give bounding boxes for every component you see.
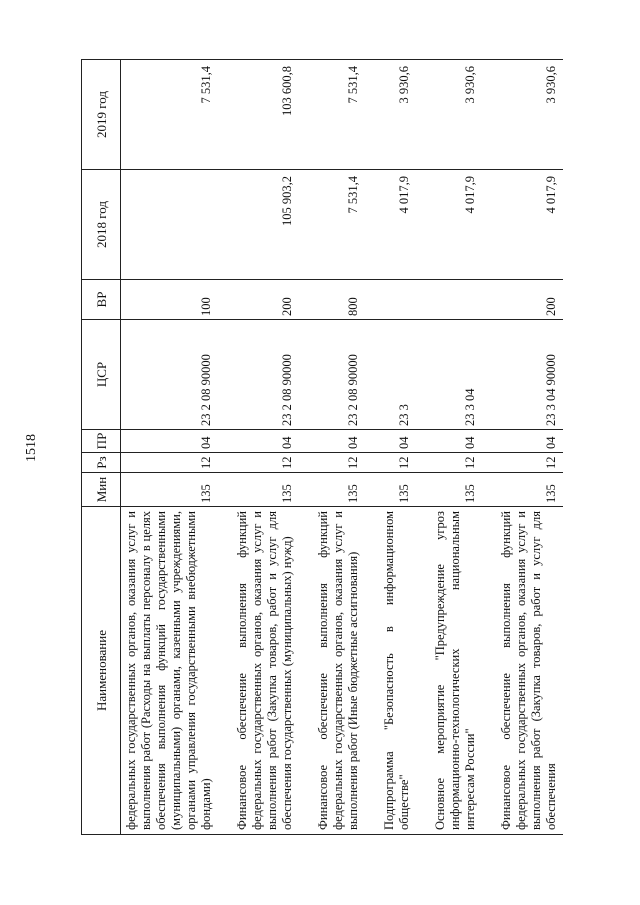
row-pr: 04 <box>121 430 219 453</box>
row-min: 135 <box>430 473 482 507</box>
row-csr: 23 2 08 90000 <box>232 320 299 430</box>
header-min: Мин <box>82 473 121 507</box>
header-pr: ПР <box>82 430 121 453</box>
row-vr: 200 <box>232 280 299 320</box>
budget-table-rotated <box>81 60 585 835</box>
row-rz: 12 <box>232 453 299 473</box>
row-min: 135 <box>121 473 219 507</box>
row-name: Финансовое обеспечение выполнения функций федеральных государственных органов, оказания услуг и выполнения работ (Закупка товаров, работ и услуг для обеспечения государственных (муниципальных) нужд) <box>232 507 299 835</box>
table-row <box>430 60 482 835</box>
page-number: 1518 <box>24 434 39 462</box>
row-2019: 3 930,6 <box>496 60 563 170</box>
header-2018: 2018 год <box>82 170 121 280</box>
row-2018: 7 531,4 <box>313 170 365 280</box>
table-row <box>232 60 299 835</box>
row-min: 135 <box>313 473 365 507</box>
row-pr: 04 <box>232 430 299 453</box>
header-2019: 2019 год <box>82 60 121 170</box>
row-vr: 800 <box>313 280 365 320</box>
row-pr: 04 <box>430 430 482 453</box>
row-rz: 12 <box>379 453 416 473</box>
row-2018: 4 017,9 <box>379 170 416 280</box>
header-rz: Рз <box>82 453 121 473</box>
row-2018 <box>121 170 219 280</box>
row-csr: 23 2 08 90000 <box>313 320 365 430</box>
row-min: 135 <box>232 473 299 507</box>
row-name: Основное мероприятие "Предупреждение угроз информационно-технологических национальным интересам России" <box>430 507 482 835</box>
row-2018: 105 903,2 <box>232 170 299 280</box>
row-rz: 12 <box>496 453 563 473</box>
row-2018: 4 017,9 <box>496 170 563 280</box>
row-rz: 12 <box>313 453 365 473</box>
row-csr: 23 3 04 <box>430 320 482 430</box>
row-vr <box>379 280 416 320</box>
row-2018: 4 017,9 <box>430 170 482 280</box>
row-vr: 100 <box>121 280 219 320</box>
row-2019: 7 531,4 <box>313 60 365 170</box>
row-rz: 12 <box>430 453 482 473</box>
table-row <box>496 60 563 835</box>
header-csr: ЦСР <box>82 320 121 430</box>
table-row <box>313 60 365 835</box>
row-pr: 04 <box>379 430 416 453</box>
row-name: федеральных государственных органов, оказания услуг и выполнения работ (Расходы на выплаты персоналу в целях обеспечения выполнения функций государственными (муниципальными) органами, казенными учреждениями, органами управления государственными внебюджетными фондами) <box>121 507 219 835</box>
row-pr: 04 <box>313 430 365 453</box>
row-name: Финансовое обеспечение выполнения функций федеральных государственных органов, оказания услуг и выполнения работ (Иные бюджетные ассигнования) <box>313 507 365 835</box>
row-2019: 103 600,8 <box>232 60 299 170</box>
table-row <box>121 60 219 835</box>
table-header-row <box>82 60 121 835</box>
row-min: 135 <box>379 473 416 507</box>
header-name: Наименование <box>82 507 121 835</box>
row-name: Финансовое обеспечение выполнения функций федеральных государственных органов, оказания услуг и выполнения работ (Закупка товаров, работ и услуг для обеспечения <box>496 507 563 835</box>
row-csr: 23 3 04 90000 <box>496 320 563 430</box>
row-name: Подпрограмма "Безопасность в информационном обществе" <box>379 507 416 835</box>
row-vr <box>430 280 482 320</box>
row-pr: 04 <box>496 430 563 453</box>
budget-table <box>81 59 563 835</box>
row-2019: 3 930,6 <box>430 60 482 170</box>
header-vr: ВР <box>82 280 121 320</box>
row-2019: 7 531,4 <box>121 60 219 170</box>
row-csr: 23 2 08 90000 <box>121 320 219 430</box>
table-row <box>379 60 416 835</box>
row-csr: 23 3 <box>379 320 416 430</box>
row-rz: 12 <box>121 453 219 473</box>
row-vr: 200 <box>496 280 563 320</box>
row-2019: 3 930,6 <box>379 60 416 170</box>
row-min: 135 <box>496 473 563 507</box>
